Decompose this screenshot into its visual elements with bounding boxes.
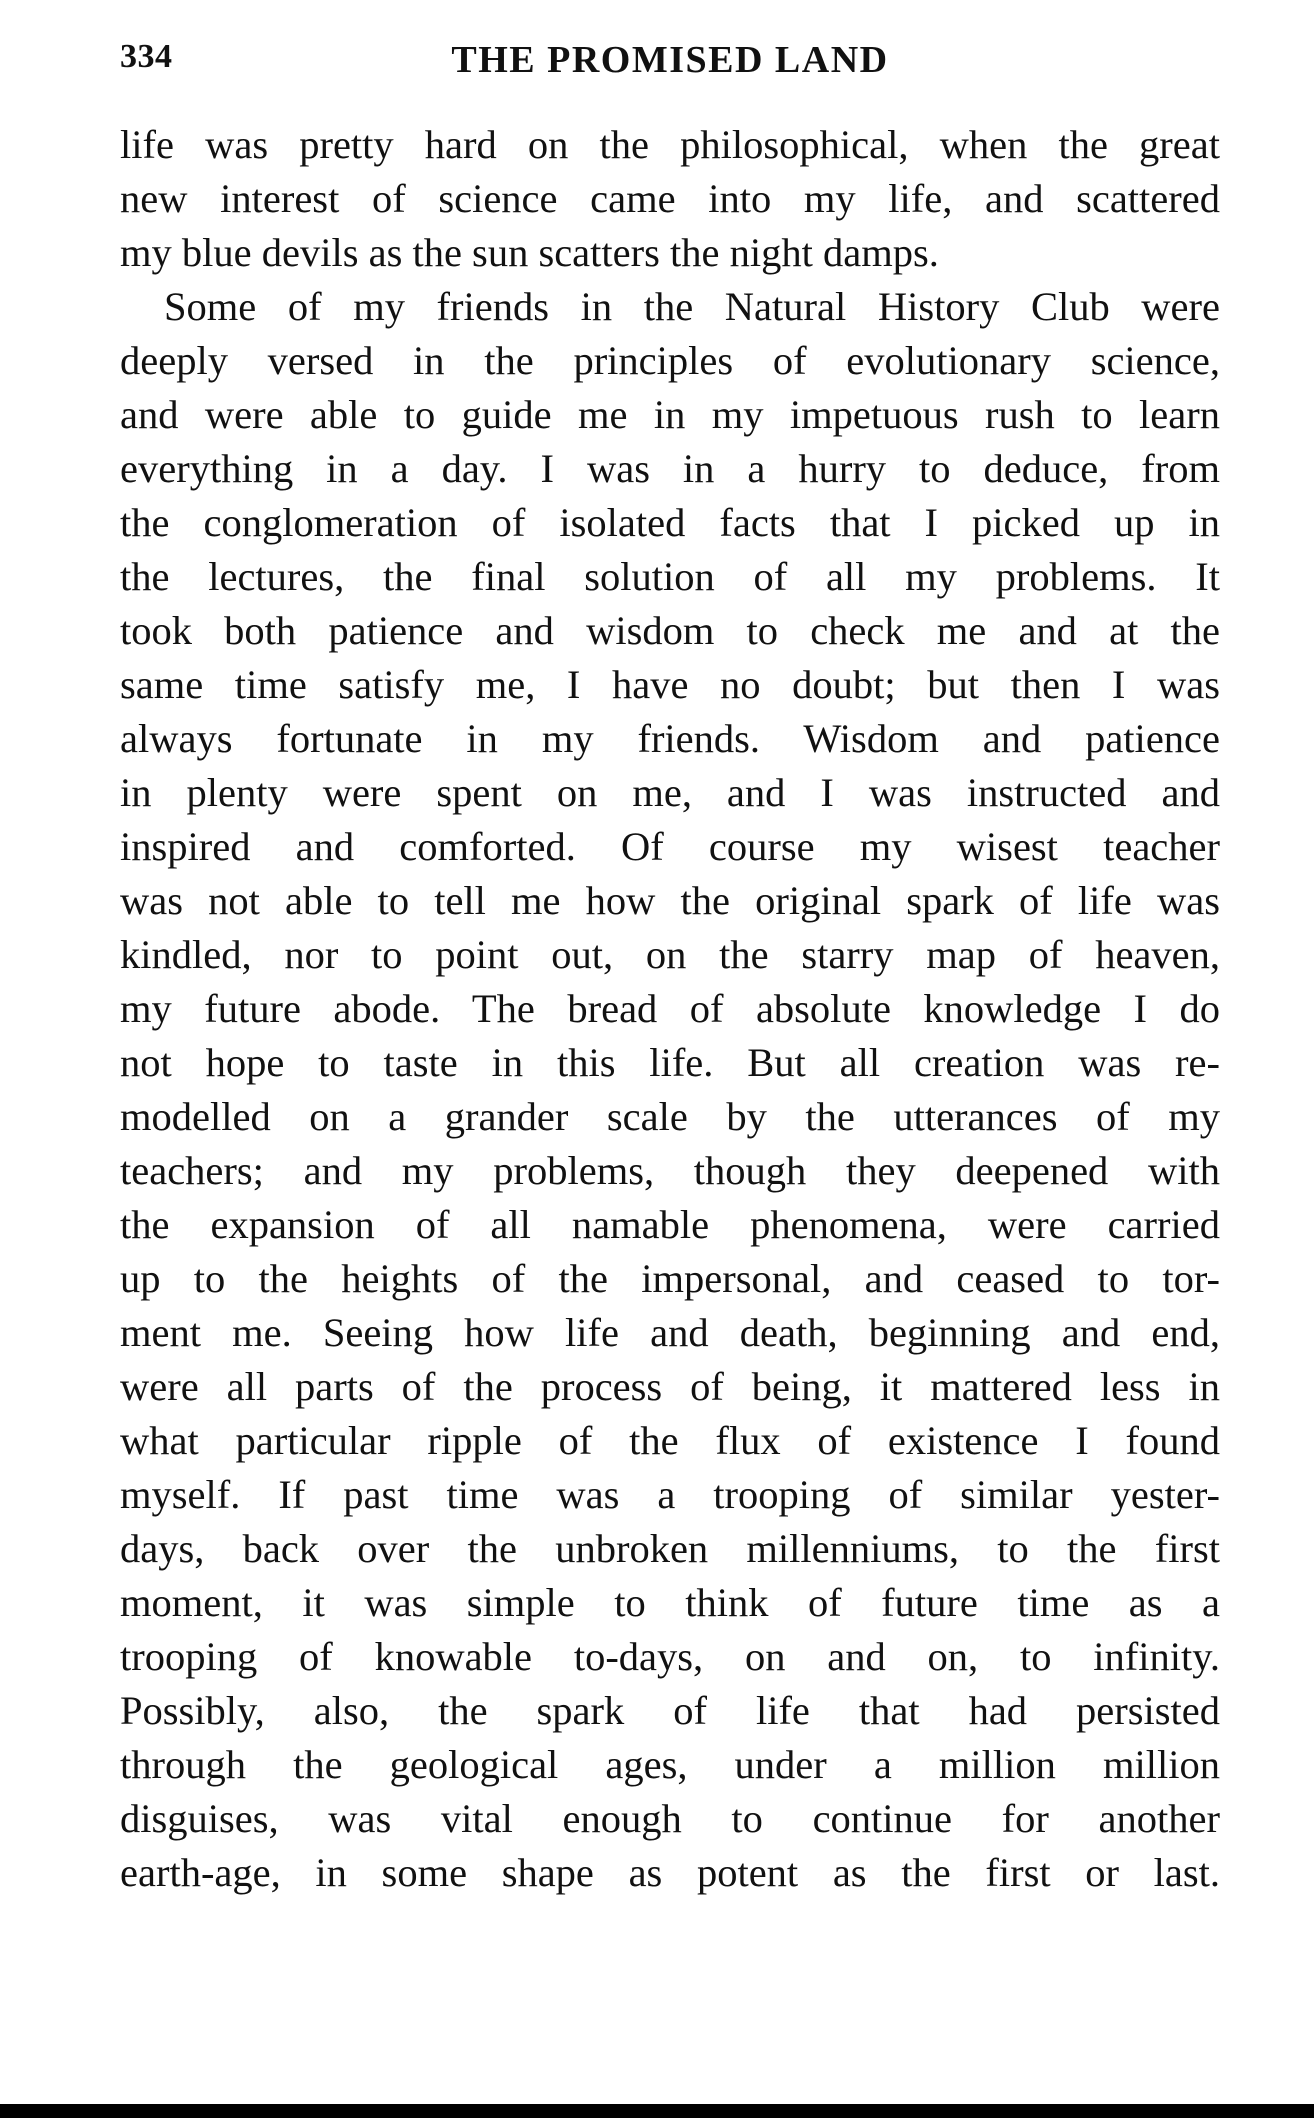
text-line: was not able to tell me how the original spark of life was	[120, 878, 1220, 923]
text-line: deeply versed in the principles of evolutionary science,	[120, 338, 1220, 383]
text-line: and were able to guide me in my impetuous rush to learn	[120, 392, 1220, 437]
text-line: days, back over the unbroken millenniums, to the first	[120, 1526, 1220, 1571]
text-line: life was pretty hard on the philosophical, when the great	[120, 122, 1220, 167]
text-line: teachers; and my problems, though they deepened with	[120, 1148, 1220, 1193]
paragraph	[120, 118, 1220, 280]
text-line: Some of my friends in the Natural History Club were	[164, 284, 1220, 329]
text-line: myself. If past time was a trooping of similar yester-	[120, 1472, 1220, 1517]
text-line: not hope to taste in this life. But all creation was re-	[120, 1040, 1220, 1085]
text-line: through the geological ages, under a million million	[120, 1742, 1220, 1787]
text-line: the lectures, the final solution of all my problems. It	[120, 554, 1220, 599]
text-line: inspired and comforted. Of course my wisest teacher	[120, 824, 1220, 869]
text-line: in plenty were spent on me, and I was instructed and	[120, 770, 1220, 815]
running-head: THE PROMISED LAND	[451, 39, 889, 81]
text-line: my future abode. The bread of absolute knowledge I do	[120, 986, 1220, 1031]
text-line: modelled on a grander scale by the utterances of my	[120, 1094, 1220, 1139]
text-line: what particular ripple of the flux of existence I found	[120, 1418, 1220, 1463]
body-text	[120, 118, 1220, 1900]
text-line: took both patience and wisdom to check me and at the	[120, 608, 1220, 653]
text-line: earth-age, in some shape as potent as the first or last.	[120, 1850, 1220, 1895]
text-line: always fortunate in my friends. Wisdom and patience	[120, 716, 1220, 761]
page-header	[120, 38, 1220, 88]
text-line: the conglomeration of isolated facts that I picked up in	[120, 500, 1220, 545]
text-line: new interest of science came into my life, and scattered	[120, 176, 1220, 221]
text-line: disguises, was vital enough to continue for another	[120, 1796, 1220, 1841]
text-line: same time satisfy me, I have no doubt; but then I was	[120, 662, 1220, 707]
page-number: 334	[120, 38, 173, 75]
paragraph	[120, 280, 1220, 1900]
text-line: trooping of knowable to-days, on and on, to infinity.	[120, 1634, 1220, 1679]
text-line: kindled, nor to point out, on the starry map of heaven,	[120, 932, 1220, 977]
text-line: the expansion of all namable phenomena, were carried	[120, 1202, 1220, 1247]
scan-bottom-edge	[0, 2104, 1314, 2118]
text-line: Possibly, also, the spark of life that had persisted	[120, 1688, 1220, 1733]
text-line: everything in a day. I was in a hurry to deduce, from	[120, 446, 1220, 491]
text-line: moment, it was simple to think of future time as a	[120, 1580, 1220, 1625]
text-line: my blue devils as the sun scatters the night damps.	[120, 230, 939, 275]
text-line: up to the heights of the impersonal, and ceased to tor-	[120, 1256, 1220, 1301]
text-line: ment me. Seeing how life and death, beginning and end,	[120, 1310, 1220, 1355]
text-line: were all parts of the process of being, it mattered less in	[120, 1364, 1220, 1409]
